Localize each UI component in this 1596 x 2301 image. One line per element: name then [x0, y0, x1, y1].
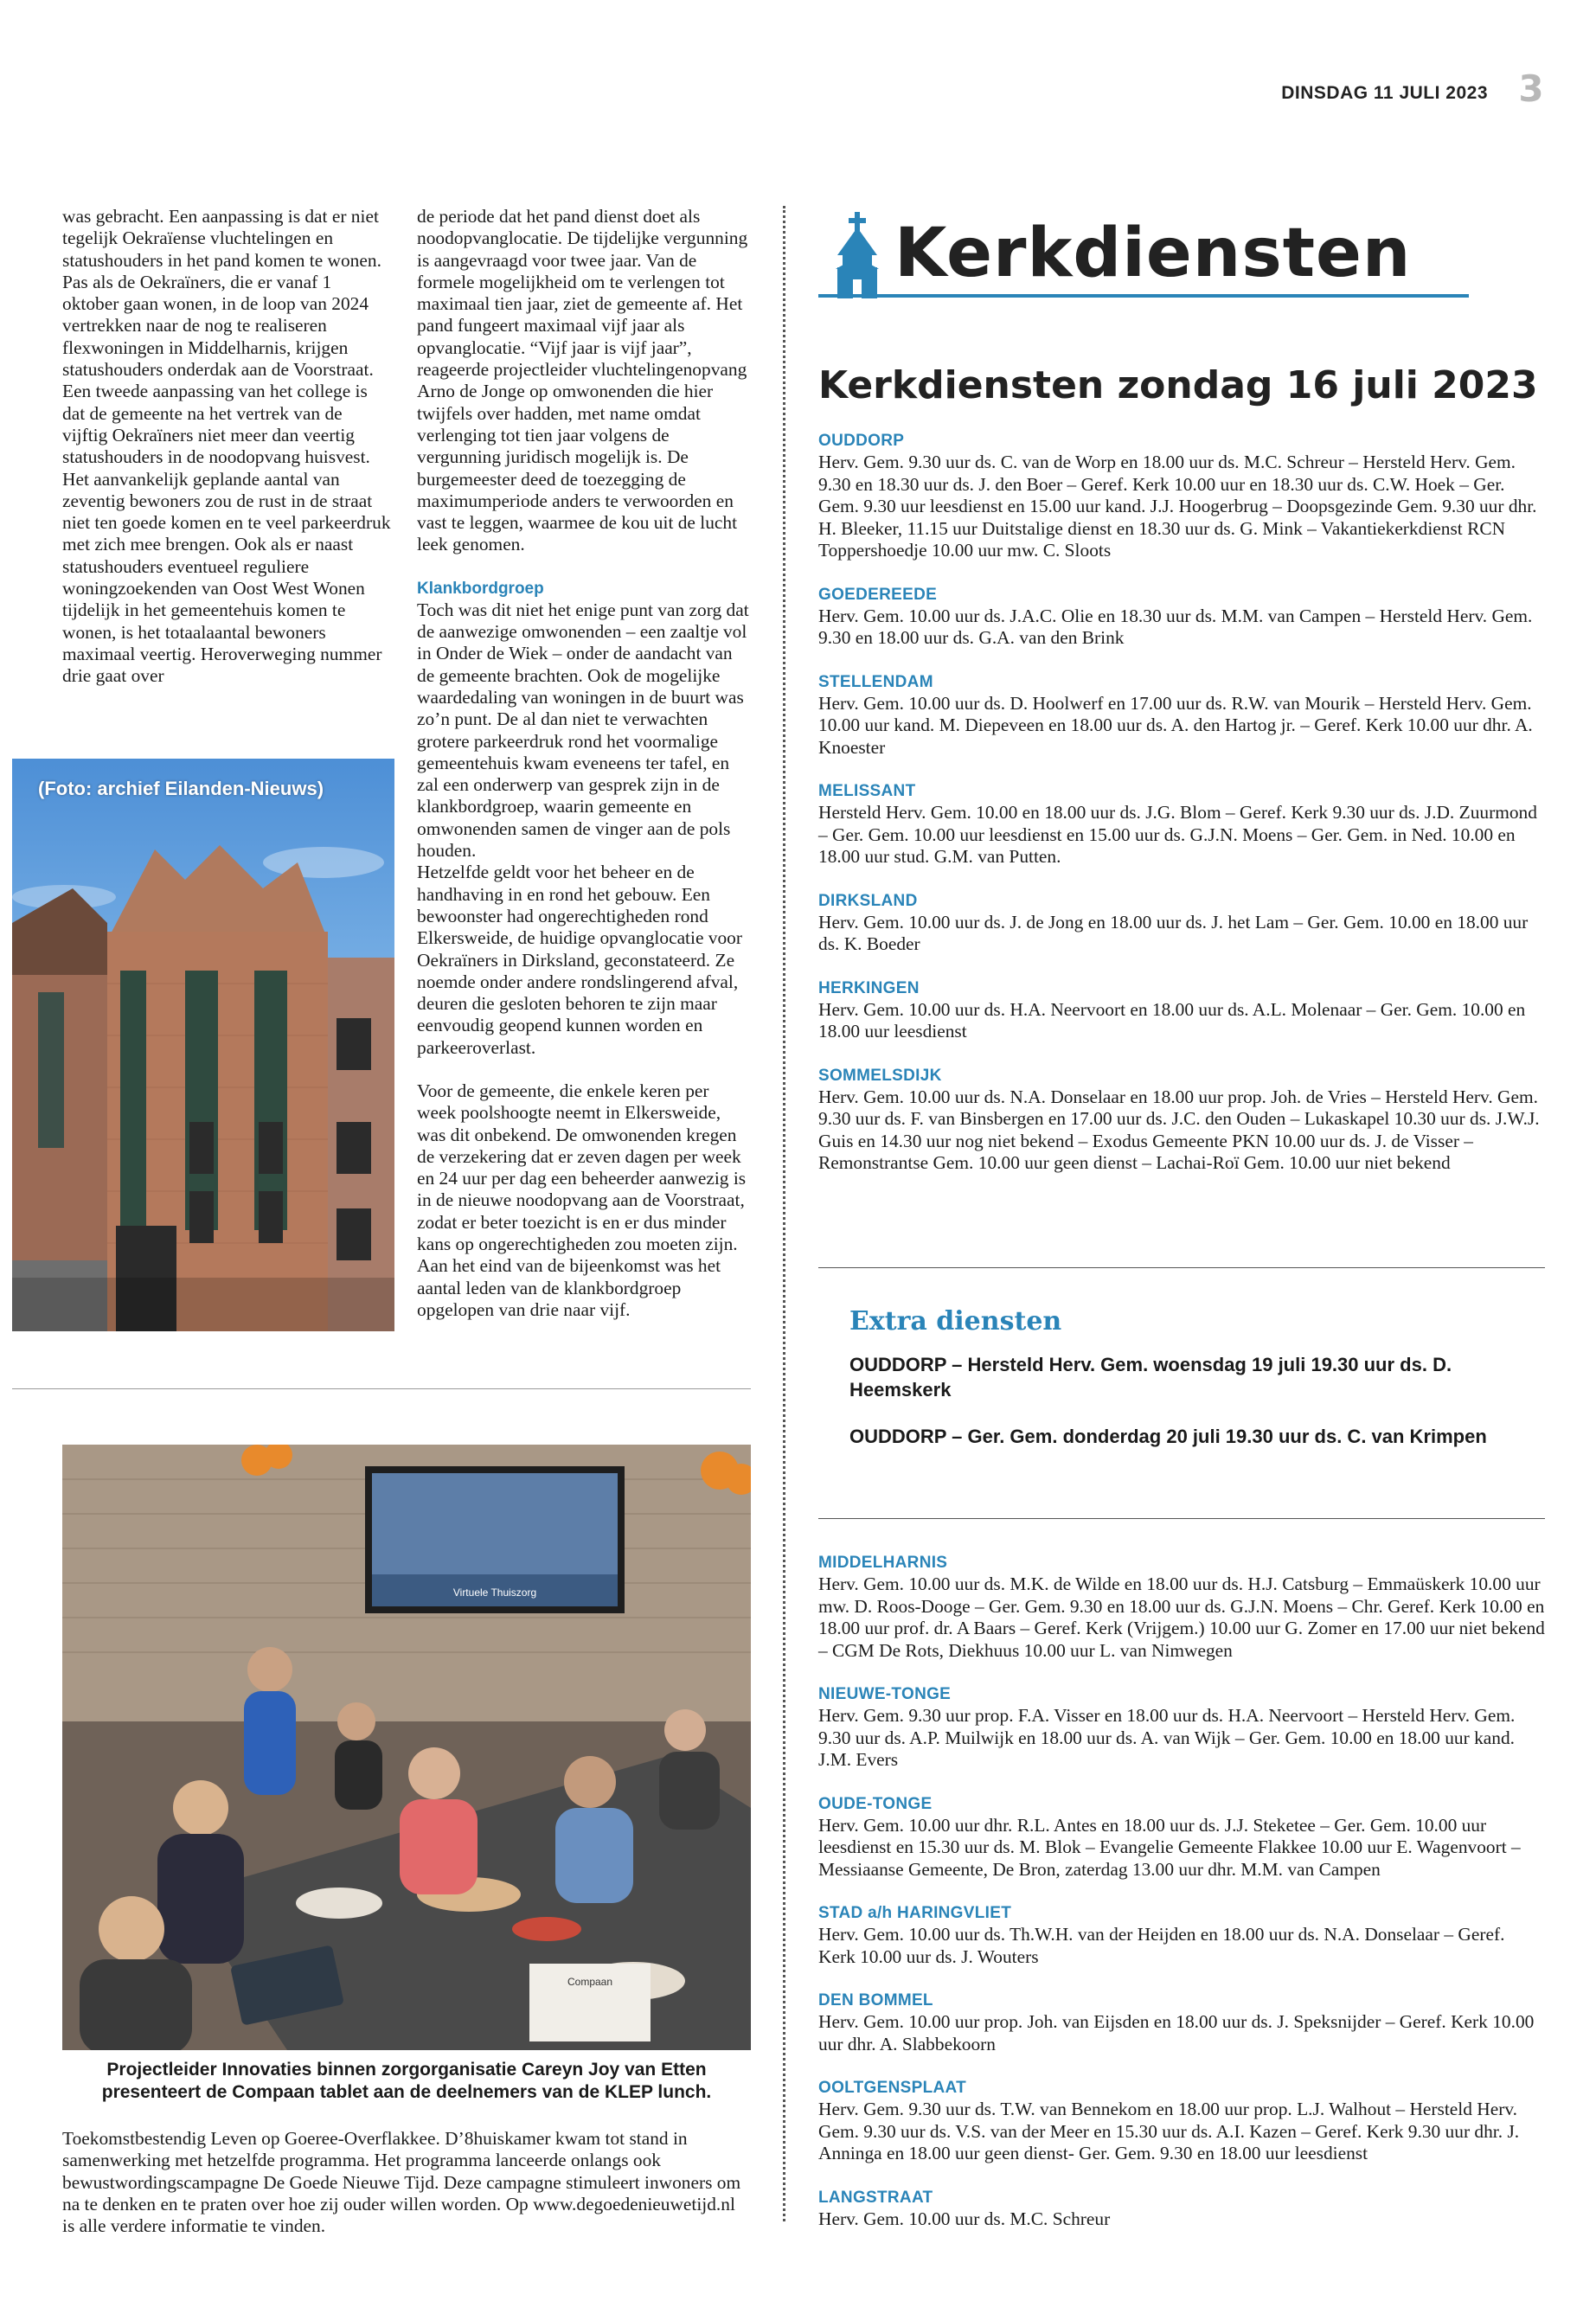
service-entry	[818, 2188, 1545, 2231]
service-text: Herv. Gem. 10.00 uur dhr. R.L. Antes en 18.00 uur ds. J.J. Steketee – Ger. Gem. 10.00 uur leesdienst en 15.30 uur ds. M. Blok – Evangelie Gemeente Flakkee 10.00 uur E. Wagenvoort – Messiaanse Gemeente, De Bron, zaterdag 13.00 uur dhr. M.M. van Campen	[818, 1814, 1521, 1880]
place-name: MIDDELHARNIS	[818, 1554, 948, 1572]
page-number: 3	[1518, 67, 1544, 110]
article-column-2	[417, 206, 751, 1321]
service-text: Herv. Gem. 9.30 uur ds. T.W. van Bennekom en 18.00 uur prop. L.J. Walhout – Hersteld Herv. Gem. 9.30 uur ds. V.S. van der Meer en 15.30 uur ds. A.I. Kazen – Geref. Kerk 9.30 uur dhr. J. Anninga en 18.00 uur geen dienst- Ger. Gem. 9.30 en 18.00 uur leesdienst	[818, 2099, 1520, 2163]
service-entry	[818, 1903, 1545, 1968]
service-text: Herv. Gem. 9.30 uur ds. C. van de Worp en 18.00 uur ds. M.C. Schreur – Hersteld Herv. Gem. 9.30 en 18.30 uur ds. J. den Boer – Geref. Kerk 10.00 uur en 18.30 uur ds. C.W. Hoek – Ger. Gem. 9.30 uur leesdienst en 15.00 uur kand. J.J. Hoogerbrug – Doopsgezinde Gem. 9.30 uur dhr. H. Bleeker, 11.15 uur Duitstalige dienst en 18.30 uur ds. G. Mink – Vakantiekerkdienst RCN Toppershoedje 10.00 uur mw. C. Sloots	[818, 452, 1537, 561]
section-title: Kerkdiensten	[894, 215, 1412, 292]
service-text: Herv. Gem. 10.00 uur ds. D. Hoolwerf en 17.00 uur ds. R.W. van Mourik – Hersteld Herv. Gem. 10.00 uur kand. M. Diepeveen en 18.00 uur ds. A. den Hartog jr. – Geref. Kerk 10.00 uur dhr. A. Knoester	[818, 692, 1533, 758]
services-heading: Kerkdiensten zondag 16 juli 2023	[818, 363, 1538, 407]
service-entry	[818, 1794, 1545, 1881]
article-paragraph: was gebracht. Een aanpassing is dat er niet tegelijk Oekraïense vluchtelingen en statushouders in het pand komen te wonen. Pas als de Oekraïners, die er vanaf 1 oktober gaan wonen, in de loop van 2024 vertrekken naar de nog te realiseren flexwoningen in Middelharnis, krijgen statushouders onderdak aan de Voorstraat. Een tweede aanpassing van het college is dat de gemeente na het vertrek van de vijftig Oekraïners niet meer dan veertig statushouders in de noodopvang huisvest. Het aanvankelijk geplande aantal van zeventig bewoners zou de rust in de straat niet ten goede komen en te veel parkeerdruk met zich mee brengen. Ook als er naast statushouders eventueel reguliere woningzoekenden van Oost West Wonen tijdelijk in het gemeentehuis komen te wonen, is het totaalaantal bewoners maximaal veertig. Heroverweging nummer drie gaat over	[62, 206, 391, 687]
place-name: OUDDORP	[818, 432, 905, 450]
service-text: Herv. Gem. 10.00 uur ds. M.C. Schreur	[818, 2208, 1111, 2229]
service-entry	[818, 2078, 1545, 2165]
service-text: Herv. Gem. 10.00 uur ds. Th.W.H. van der Heijden en 18.00 uur ds. N.A. Donselaar – Geref. Kerk 10.00 uur ds. J. Wouters	[818, 1924, 1505, 1967]
place-name: DIRKSLAND	[818, 891, 918, 910]
service-entry	[818, 1990, 1545, 2055]
service-entry	[818, 1684, 1545, 1772]
place-name: MELISSANT	[818, 782, 916, 800]
service-text: Herv. Gem. 10.00 uur ds. H.A. Neervoort en 18.00 uur ds. A.L. Molenaar – Ger. Gem. 10.00 en 18.00 uur leesdienst	[818, 998, 1526, 1042]
box-label: Compaan	[567, 1976, 613, 1988]
building-illustration	[12, 759, 394, 1331]
article-column-1	[62, 206, 391, 688]
service-entry	[818, 1066, 1545, 1175]
photo-credit: (Foto: archief Eilanden-Nieuws)	[38, 778, 324, 799]
service-entry	[818, 781, 1545, 868]
article-paragraph: Hetzelfde geldt voor het beheer en de handhaving in en rond het gebouw. Een bewoonster had ongerechtigheden rond Elkersweide, de huidige opvanglocatie voor Oekraïners in Dirksland, geconstateerd. Ze noemde onder andere rondslingerend afval, deuren die gesloten behoren te zijn maar eenvoudig geopend kunnen worden en parkeeroverlast.	[417, 862, 742, 1058]
service-text: Herv. Gem. 10.00 uur ds. N.A. Donselaar en 18.00 uur prop. Joh. de Vries – Hersteld Herv. Gem. 9.30 uur ds. F. van Binsbergen en 17.00 uur ds. J.C. den Ouden – Lukaskapel 10.30 uur ds. J.W.J. Guis en 14.30 uur nog niet bekend – Exodus Gemeente PKN 10.00 uur ds. J. de Visser – Remonstrantse Gem. 10.00 uur geen dienst – Lachai-Roï Gem. 10.00 uur niet bekend	[818, 1086, 1540, 1173]
place-name: SOMMELSDIJK	[818, 1066, 942, 1085]
service-entry	[818, 585, 1545, 650]
extra-services-box	[849, 1306, 1524, 1471]
service-text: Hersteld Herv. Gem. 10.00 en 18.00 uur ds. J.G. Blom – Geref. Kerk 9.30 uur ds. J.D. Zuurmond – Ger. Gem. 10.00 uur leesdienst en 15.00 uur ds. G.J.N. Moens – Ger. Gem. in Ned. 10.00 en 18.00 uur stud. G.M. van Putten.	[818, 802, 1537, 867]
service-text: Herv. Gem. 9.30 uur prop. F.A. Visser en 18.00 uur ds. H.A. Neervoort – Hersteld Herv. Gem. 9.30 uur ds. A.P. Muilwijk en 18.00 uur ds. A. van Wijk – Ger. Gem. 10.00 en 18.00 uur kand. J.M. Evers	[818, 1705, 1516, 1770]
church-icon	[829, 212, 886, 298]
article-paragraph: de periode dat het pand dienst doet als noodopvanglocatie. De tijdelijke vergunning is aangevraagd voor twee jaar. Van de formele mogelijkheid om te verlengen tot maximaal tien jaar, ziet de gemeente af. Het pand fungeert maximaal vijf jaar als opvanglocatie. “Vijf jaar is vijf jaar”, reageerde projectleider vluchtelingenopvang Arno de Jonge op omwonenden die hier twijfels over hadden, met name omdat verlenging tot tien jaar volgens de vergunning juridisch mogelijk is. De burgemeester deed de toezegging de maximumperiode anders te verwoorden en vast te leggen, waarmee de kou uit de lucht leek genomen.	[417, 206, 748, 555]
service-text: Herv. Gem. 10.00 uur ds. J.A.C. Olie en 18.30 uur ds. M.M. van Campen – Hersteld Herv. Gem. 9.30 en 18.00 uur ds. G.A. van den Brink	[818, 605, 1533, 648]
tv-screen-text: Virtuele Thuiszorg	[452, 1586, 537, 1599]
article-column-bottom	[62, 2128, 751, 2237]
divider	[12, 1388, 751, 1389]
service-entry	[818, 431, 1545, 562]
place-name: STELLENDAM	[818, 672, 933, 691]
service-text: Herv. Gem. 10.00 uur prop. Joh. van Eijsden en 18.00 uur ds. J. Speksnijder – Geref. Kerk 10.00 uur dhr. A. Slabbekoorn	[818, 2011, 1535, 2054]
article-paragraph: Voor de gemeente, die enkele keren per week poolshoogte neemt in Elkersweide, was dit onbekend. De omwonenden kregen de verzekering dat er zeven dagen per week en 24 uur per dag een beheerder aanwezig is in de nieuwe noodopvang aan de Voorstraat, zodat er beter toezicht is en er dus minder kans op ongerechtigheden zou moeten zijn.	[417, 1080, 747, 1255]
article-paragraph: Toch was dit niet het enige punt van zorg dat de aanwezige omwonenden – een zaaltje vol in Onder de Wiek – onder de aandacht van de gemeente brachten. Ook de mogelijke waardedaling van woningen in de buurt was zo’n punt. De al dan niet te verwachten grotere parkeerdruk rond het voormalige gemeentehuis kwam eveneens ter tafel, en zal een onderwerp van gesprek zijn in de klankbordgroep, waarin gemeente en omwonenden samen de vinger aan de pols houden.	[417, 599, 749, 862]
place-name: GOEDEREEDE	[818, 585, 938, 604]
photo-caption: Projectleider Innovaties binnen zorgorganisatie Careyn Joy van Etten presenteert de Compaan tablet aan de deelnemers van de KLEP lunch.	[101, 2060, 712, 2102]
service-text: Herv. Gem. 10.00 uur ds. M.K. de Wilde en 18.00 uur ds. H.J. Catsburg – Emmaüskerk 10.00 uur mw. D. Roos-Dooge – Ger. Gem. 9.30 en 18.00 uur ds. G.J.N. Moens – Chr. Geref. Kerk 10.00 en 18.00 uur prof. dr. A Baars – Geref. Kerk (Vrijgem.) 10.00 uur G. Zomer en 17.00 uur niet bekend – CGM De Rots, Diekhuus 10.00 uur L. van Nimwegen	[818, 1574, 1545, 1661]
lunch-illustration	[62, 1445, 751, 2050]
extra-service-item: OUDDORP – Ger. Gem. donderdag 20 juli 19.30 uur ds. C. van Krimpen	[849, 1426, 1487, 1447]
article-subhead: Klankbordgroep	[417, 579, 544, 598]
article-paragraph: Aan het eind van de bijeenkomst was het aantal leden van de klankbordgroep opgelopen van drie naar vijf.	[417, 1255, 721, 1320]
column-separator	[783, 206, 785, 2221]
service-entry	[818, 891, 1545, 956]
service-text: Herv. Gem. 10.00 uur ds. J. de Jong en 18.00 uur ds. J. het Lam – Ger. Gem. 10.00 en 18.00 uur ds. K. Boeder	[818, 911, 1529, 954]
place-name: OOLTGENSPLAAT	[818, 2079, 967, 2097]
extra-service-item: OUDDORP – Hersteld Herv. Gem. woensdag 19 juli 19.30 uur ds. D. Heemskerk	[849, 1354, 1452, 1400]
place-name: NIEUWE-TONGE	[818, 1685, 952, 1703]
service-list	[818, 1553, 1545, 2253]
service-list	[818, 431, 1545, 1197]
place-name: STAD a/h HARINGVLIET	[818, 1904, 1012, 1922]
lunch-photo	[62, 1445, 751, 2050]
title-underline	[818, 294, 1469, 298]
service-entry	[818, 1553, 1545, 1662]
issue-date: DINSDAG 11 JULI 2023	[1281, 83, 1488, 103]
service-entry	[818, 978, 1545, 1043]
place-name: HERKINGEN	[818, 978, 920, 997]
place-name: LANGSTRAAT	[818, 2188, 933, 2207]
extra-divider-top	[818, 1267, 1545, 1268]
building-photo	[12, 759, 394, 1331]
extra-divider-bottom	[818, 1518, 1545, 1519]
article-paragraph: Toekomstbestendig Leven op Goeree-Overflakkee. D’8huiskamer kwam tot stand in samenwerking met hetzelfde programma. Het programma lanceerde onlangs ook bewustwordingscampagne De Goede Nieuwe Tijd. Deze campagne stimuleert inwoners om na te denken en te praten over hoe zij ouder willen worden. Op www.degoedenieuwetijd.nl is alle verdere informatie te vinden.	[62, 2128, 741, 2237]
place-name: OUDE-TONGE	[818, 1794, 933, 1813]
extra-services-title: Extra diensten	[849, 1306, 1062, 1336]
service-entry	[818, 672, 1545, 760]
place-name: DEN BOMMEL	[818, 1991, 933, 2009]
